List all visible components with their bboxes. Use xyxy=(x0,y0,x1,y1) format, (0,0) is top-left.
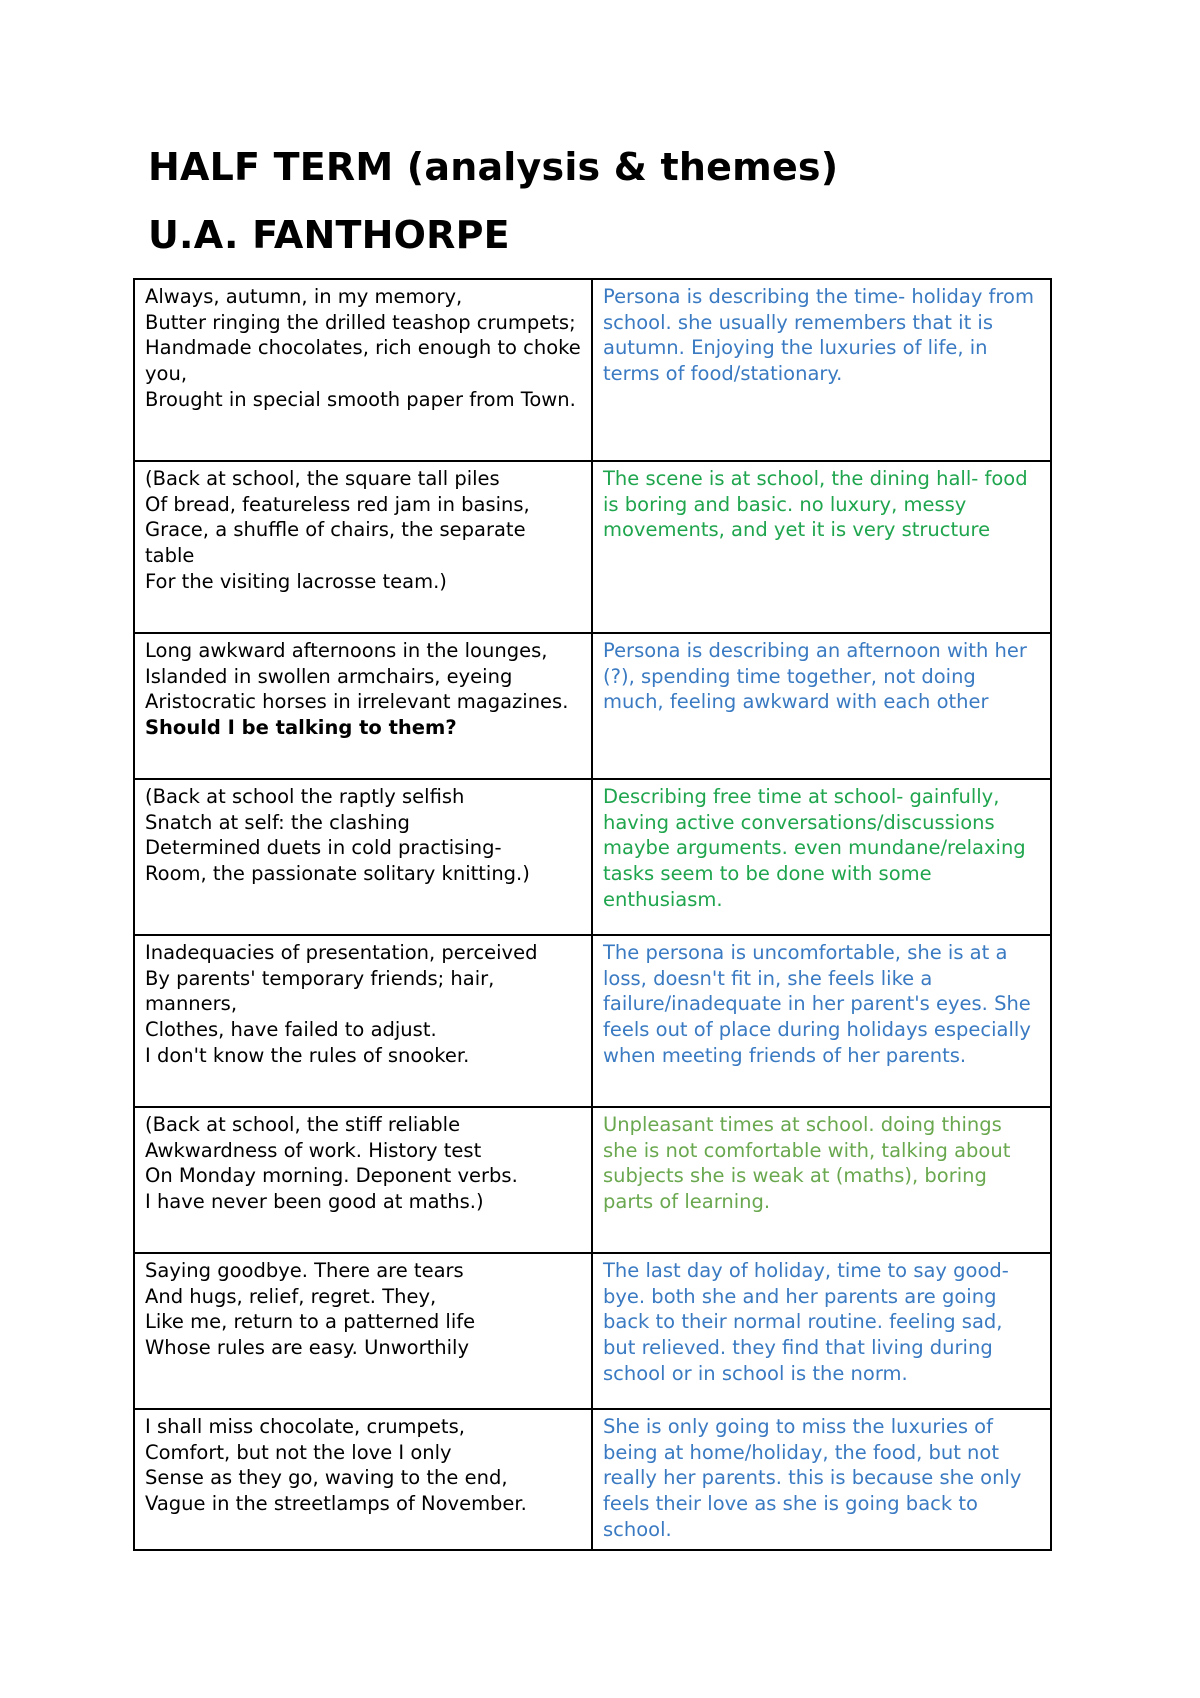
analysis-cell xyxy=(592,633,1051,779)
table-row xyxy=(134,1253,1051,1409)
poem-analysis-table xyxy=(133,278,1052,1551)
poem-line: Of bread, featureless red jam in basins, xyxy=(145,492,530,516)
analysis-note: Describing free time at school- gainfully, having active conversations/discussions maybe arguments. even mundane/relaxing tasks seem to be done with some enthusiasm. xyxy=(603,785,1026,911)
poem-line: (Back at school, the stiff reliable xyxy=(145,1113,461,1136)
poem-line: I shall miss chocolate, crumpets, xyxy=(145,1415,465,1438)
analysis-cell xyxy=(592,1107,1051,1253)
poem-line: Grace, a shuffle of chairs, the separate table xyxy=(145,518,526,568)
poem-stanza-cell xyxy=(134,279,592,461)
poem-line: Determined duets in cold practising- xyxy=(145,836,502,860)
analysis-note: The last day of holiday, time to say good-bye. both she and her parents are going back to their normal routine. feeling sad, but relieved. they find that living during school or in school is the norm. xyxy=(603,1259,1009,1385)
poem-line: For the visiting lacrosse team.) xyxy=(145,569,447,593)
poem-stanza-cell xyxy=(134,935,592,1107)
poem-line: Inadequacies of presentation, perceived xyxy=(145,941,538,964)
poem-line: Long awkward afternoons in the lounges, xyxy=(145,639,548,662)
analysis-cell xyxy=(592,1409,1051,1550)
poem-line: Room, the passionate solitary knitting.) xyxy=(145,862,530,886)
poem-stanza-cell xyxy=(134,633,592,779)
table-row xyxy=(134,1409,1051,1550)
poem-stanza-cell xyxy=(134,779,592,935)
poem-line: I don't know the rules of snooker. xyxy=(145,1043,470,1067)
table-row xyxy=(134,779,1051,935)
analysis-note: The scene is at school, the dining hall- food is boring and basic. no luxury, messy movements, and yet it is very structure xyxy=(603,467,1028,542)
poem-stanza-cell xyxy=(134,1253,592,1409)
poem-line: Whose rules are easy. Unworthily xyxy=(145,1336,469,1360)
poem-line: (Back at school the raptly selfish xyxy=(145,785,465,808)
poem-line: Butter ringing the drilled teashop crumpets; xyxy=(145,310,576,334)
poem-line: Clothes, have failed to adjust. xyxy=(145,1018,437,1042)
analysis-note: She is only going to miss the luxuries of being at home/holiday, the food, but not really her parents. this is because she only feels their love as she is going back to school. xyxy=(603,1415,1022,1541)
analysis-cell xyxy=(592,779,1051,935)
table-row xyxy=(134,1107,1051,1253)
poem-stanza-cell xyxy=(134,1409,592,1550)
poem-stanza-cell xyxy=(134,1107,592,1253)
analysis-note: Unpleasant times at school. doing things she is not comfortable with, talking about subjects she is weak at (maths), boring parts of learning. xyxy=(603,1113,1011,1214)
analysis-cell xyxy=(592,461,1051,633)
poem-line: Always, autumn, in my memory, xyxy=(145,285,463,308)
analysis-cell xyxy=(592,935,1051,1107)
table-row xyxy=(134,461,1051,633)
table-row xyxy=(134,279,1051,461)
analysis-note: The persona is uncomfortable, she is at a loss, doesn't fit in, she feels like a failure/inadequate in her parent's eyes. She feels out of place during holidays especially when meeting friends of her parents. xyxy=(603,941,1031,1067)
analysis-cell xyxy=(592,1253,1051,1409)
analysis-note: Persona is describing an afternoon with her (?), spending time together, not doing much, feeling awkward with each other xyxy=(603,639,1027,714)
document-author: U.A. FANTHORPE xyxy=(148,213,510,257)
analysis-note: Persona is describing the time- holiday from school. she usually remembers that it is autumn. Enjoying the luxuries of life, in terms of food/stationary. xyxy=(603,285,1034,386)
poem-line: Islanded in swollen armchairs, eyeing xyxy=(145,664,513,688)
poem-stanza-cell xyxy=(134,461,592,633)
poem-line: Aristocratic horses in irrelevant magazines. xyxy=(145,690,569,714)
poem-line: Comfort, but not the love I only xyxy=(145,1440,452,1464)
poem-line: Saying goodbye. There are tears xyxy=(145,1259,464,1282)
poem-line: Sense as they go, waving to the end, xyxy=(145,1466,508,1490)
table-row xyxy=(134,935,1051,1107)
document-title: HALF TERM (analysis & themes) xyxy=(148,145,839,189)
poem-line-bold: Should I be talking to them? xyxy=(145,716,457,740)
poem-line: Vague in the streetlamps of November. xyxy=(145,1492,527,1516)
poem-line: Awkwardness of work. History test xyxy=(145,1138,482,1162)
poem-line: And hugs, relief, regret. They, xyxy=(145,1284,437,1308)
poem-line: Like me, return to a patterned life xyxy=(145,1310,476,1334)
poem-line: On Monday morning. Deponent verbs. xyxy=(145,1164,518,1188)
poem-line: Handmade chocolates, rich enough to choke you, xyxy=(145,336,581,386)
analysis-cell xyxy=(592,279,1051,461)
poem-line: I have never been good at maths.) xyxy=(145,1190,484,1214)
poem-line: (Back at school, the square tall piles xyxy=(145,467,500,490)
poem-line: Snatch at self: the clashing xyxy=(145,810,410,834)
poem-line: By parents' temporary friends; hair, manners, xyxy=(145,966,495,1016)
table-row xyxy=(134,633,1051,779)
poem-line: Brought in special smooth paper from Town. xyxy=(145,387,576,411)
